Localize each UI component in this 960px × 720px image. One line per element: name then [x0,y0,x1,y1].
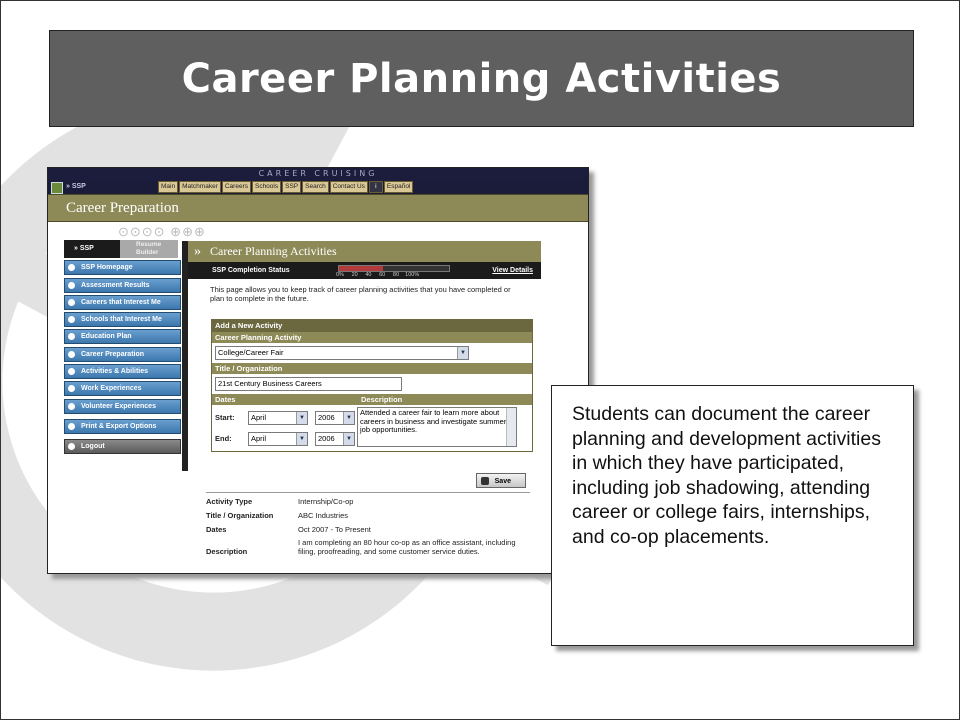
nav-tab-main[interactable]: Main [158,181,178,193]
add-activity-form [211,319,533,452]
description-label: Description [361,395,403,404]
status-label: SSP Completion Status [212,267,290,274]
section-title: » Career Planning Activities [188,241,541,262]
end-month-select[interactable]: April ▼ [248,432,308,446]
end-year-select[interactable]: 2006 ▼ [315,432,355,446]
record-row: Description I am completing an 80 hour co-op as an office assistant, including filing, proofreading, and some customer service duties. [206,538,516,556]
sidebar-tab-ssp[interactable]: » SSP [64,240,120,258]
dates-description-header [212,394,532,405]
textarea-scrollbar[interactable] [506,408,516,446]
sidebar-item-assessment-results[interactable]: Assessment Results [64,278,181,293]
callout-box [551,385,914,646]
description-textarea[interactable]: Attended a career fair to learn more about careers in business and investigate summer job opportunities. [357,407,517,447]
nav-tab-espanol[interactable]: Español [384,181,414,193]
record-row: Dates Oct 2007 - To Present [206,525,371,534]
sidebar-item-ssp-homepage[interactable]: SSP Homepage [64,260,181,275]
sidebar-item-logout[interactable]: Logout [64,439,181,454]
info-icon[interactable]: i [369,181,383,193]
sidebar-item-education-plan[interactable]: Education Plan [64,329,181,344]
sidebar-item-activities-abilities[interactable]: Activities & Abilities [64,364,181,379]
nav-tab-schools[interactable]: Schools [252,181,281,193]
title-banner [49,30,914,127]
sidebar-item-work-experiences[interactable]: Work Experiences [64,381,181,396]
sidebar-item-career-preparation[interactable]: Career Preparation [64,347,181,362]
chevron-down-icon: ▼ [296,412,307,424]
sidebar-item-schools[interactable]: Schools that Interest Me [64,312,181,327]
start-year-select[interactable]: 2006 ▼ [315,411,355,425]
record-row: Activity Type Internship/Co-op [206,497,354,506]
completion-status-bar [188,262,541,279]
view-details-link[interactable]: View Details [492,267,533,274]
progress-ticks: 0% 20 40 60 80 100% [336,272,420,278]
title-input[interactable]: 21st Century Business Careers [215,377,402,391]
activity-record [206,492,530,561]
form-header: Add a New Activity [212,320,532,332]
activity-row [212,343,532,363]
save-button[interactable]: Save [476,473,526,488]
decorative-arrow-icons: ⊙⊙⊙⊙ ⊕⊕⊕ [118,224,206,239]
callout-text: Students can document the career planning and development activities in which they have participated, including job shadowing, attending career or college fairs, internships, and co-op placements. [572,403,881,548]
nav-tab-matchmaker[interactable]: Matchmaker [179,181,221,193]
top-nav [48,180,588,194]
sidebar-tabs [64,240,181,258]
home-icon[interactable] [51,182,63,194]
page-banner: Career Preparation [48,194,588,222]
chevron-down-icon: ▼ [296,433,307,445]
end-label: End: [215,434,232,443]
nav-tab-search[interactable]: Search [302,181,329,193]
activity-select[interactable]: College/Career Fair ▼ [215,346,469,360]
sidebar-tab-resume-builder[interactable]: Resume Builder [120,240,178,258]
title-label: Title / Organization [212,363,532,374]
chevron-down-icon: ▼ [343,433,354,445]
activity-label: Career Planning Activity [212,332,532,343]
title-row [212,374,532,394]
nav-tabs [158,181,413,193]
sidebar-item-print-export[interactable]: Print & Export Options [64,419,181,434]
start-month-select[interactable]: April ▼ [248,411,308,425]
slide-title: Career Planning Activities [181,55,782,102]
chevron-down-icon: ▼ [343,412,354,424]
nav-tab-ssp[interactable]: SSP [282,181,301,193]
record-row: Title / Organization ABC Industries [206,511,349,520]
sidebar-item-careers[interactable]: Careers that Interest Me [64,295,181,310]
sidebar [64,240,181,454]
intro-text: This page allows you to keep track of career planning activities that you have completed or plan to complete in the future. [210,285,511,303]
app-screenshot [47,167,589,574]
app-brand: CAREER CRUISING [48,168,588,180]
nav-tab-careers[interactable]: Careers [222,181,251,193]
sidebar-item-volunteer-experiences[interactable]: Volunteer Experiences [64,399,181,414]
dates-area [212,405,532,451]
dates-label: Dates [215,395,236,404]
main-panel [182,241,541,471]
nav-section-label: » SSP [66,183,86,190]
chevron-down-icon: ▼ [457,347,468,359]
nav-tab-contact-us[interactable]: Contact Us [330,181,368,193]
start-label: Start: [215,413,235,422]
